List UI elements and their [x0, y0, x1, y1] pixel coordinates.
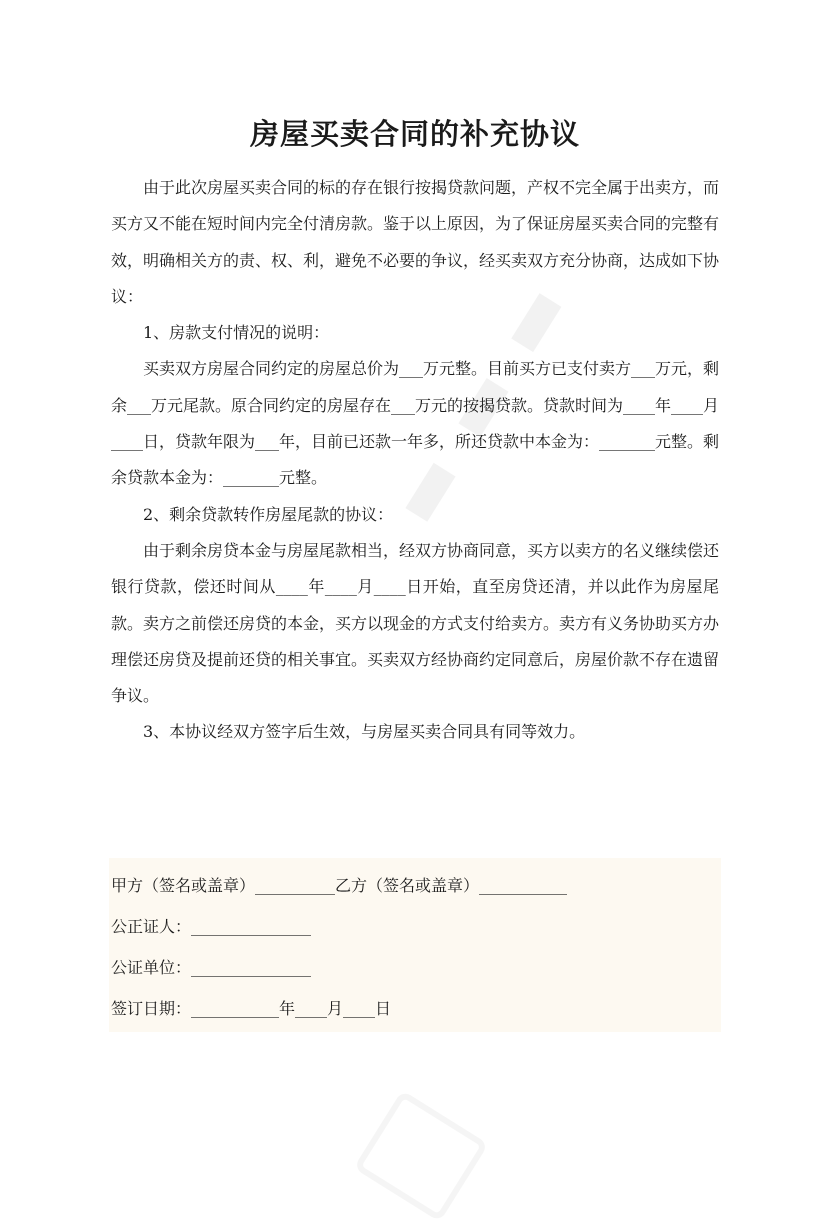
- document-title: 房屋买卖合同的补充协议: [249, 117, 580, 151]
- sign-date-line: 签订日期：___________年____月____日: [111, 999, 392, 1018]
- section-1-heading: 1、房款支付情况的说明：: [143, 323, 330, 343]
- notary-witness-line: 公正证人：_______________: [111, 917, 312, 936]
- watermark-mark: [353, 1090, 488, 1222]
- section-1-body: 买卖双方房屋合同约定的房屋总价为___万元整。目前买方已支付卖方___万元，剩余___万元尾款。原合同约定的房屋存在___万元的按揭贷款。贷款时间为____年____月____日，贷款年限为___年，目前已还款一年多，所还贷款中本金为：_______元整。剩余贷款本金为：_______元整。: [111, 359, 720, 488]
- intro-paragraph: 由于此次房屋买卖合同的标的存在银行按揭贷款问题，产权不完全属于出卖方，而买方又不能在短时间内完全付清房款。鉴于以上原因，为了保证房屋买卖合同的完整有效，明确相关方的责、权、利，避免不必要的争议，经买卖双方充分协商，达成如下协议：: [111, 178, 720, 306]
- notary-unit-line: 公证单位：_______________: [111, 958, 312, 977]
- parties-signature-line: 甲方（签名或盖章）__________乙方（签名或盖章）___________: [111, 876, 568, 895]
- watermark: ▮ ▮ ▮: [395, 272, 578, 533]
- signature-block: [109, 858, 721, 1032]
- section-2-body: 由于剩余房贷本金与房屋尾款相当，经双方协商同意，买方以卖方的名义继续偿还银行贷款，偿还时间从____年____月____日开始，直至房贷还清，并以此作为房屋尾款。卖方之前偿还房贷的本金，买方以现金的方式支付给卖方。卖方有义务协助买方办理偿还房贷及提前还贷的相关事宜。买卖双方经协商约定同意后，房屋价款不存在遗留争议。: [111, 540, 720, 706]
- section-2-heading: 2、剩余贷款转作房屋尾款的协议：: [143, 504, 394, 524]
- document-body: [111, 170, 719, 751]
- section-3: 3、本协议经双方签字后生效，与房屋买卖合同具有同等效力。: [143, 722, 586, 742]
